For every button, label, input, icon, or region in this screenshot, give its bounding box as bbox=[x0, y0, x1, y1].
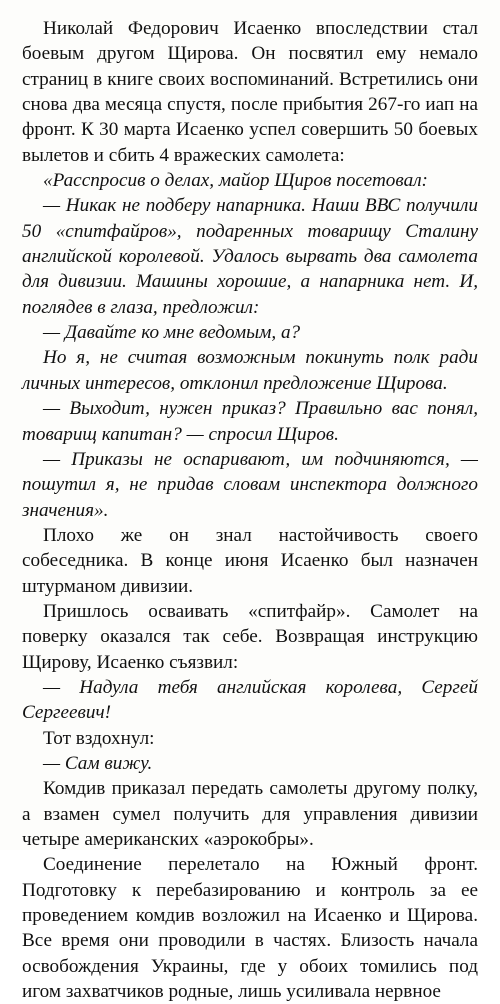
paragraph-2: Плохо же он знал настойчивость своего собеседника. В конце июня Исаенко был назначен штурманом дивизии. bbox=[22, 524, 478, 597]
paragraph-4: Тот вздохнул: bbox=[43, 727, 155, 749]
paragraph-1: Николай Федорович Исаенко впоследствии стал боевым другом Щирова. Он посвятил ему немало страниц в книге своих воспоминаний. Встретились они снова два месяца спустя, после прибытия 267-го иап на фронт. К 30 марта Исаенко успел совершить 50 боевых вылетов и сбить 4 вражеских самолета: bbox=[22, 18, 478, 166]
quote-paragraph-7: — Надула тебя английская королева, Сергей Сергеевич! bbox=[22, 676, 478, 724]
paragraph-6: Соединение перелетало на Южный фронт. Подготовку к перебазированию и контроль за ее проведением комдив возложил на Исаенко и Щирова. Все время они проводили в частях. Близость начала освобождения Украины, где у обоих томились под игом захватчиков родные, лишь усиливала нервное bbox=[22, 854, 478, 1003]
quote-paragraph-4: Но я, не считая возможным покинуть полк ради личных интересов, отклонил предложение Щирова. bbox=[22, 347, 478, 394]
quote-paragraph-6: — Приказы не оспаривают, им подчиняются, — пошутил я, не придав словам инспектора должного значения». bbox=[22, 448, 478, 521]
quote-paragraph-5: — Выходит, нужен приказ? Правильно вас понял, товарищ капитан? — спросил Щиров. bbox=[22, 398, 478, 445]
paragraph-5: Комдив приказал передать самолеты другому полку, а взамен сумел получить для управления дивизии четыре американских «аэрокобры». bbox=[22, 778, 478, 850]
paragraph-3: Пришлось осваивать «спитфайр». Самолет на поверку оказался так себе. Возвращая инструкцию Щирову, Исаенко съязвил: bbox=[22, 600, 478, 673]
quote-paragraph-8: — Сам вижу. bbox=[43, 752, 153, 774]
quote-paragraph-3: — Давайте ко мне ведомым, а? bbox=[43, 322, 301, 344]
quote-paragraph-1: «Расспросив о делах, майор Щиров посетовал: bbox=[43, 170, 428, 192]
quote-paragraph-2: — Никак не подберу напарника. Наши ВВС получили 50 «спитфайров», подаренных товарищу Сталину английской королевой. Удалось вырвать два самолета для дивизии. Машины хорошие, а напарника нет. И, поглядев в глаза, предложил: bbox=[22, 195, 478, 318]
